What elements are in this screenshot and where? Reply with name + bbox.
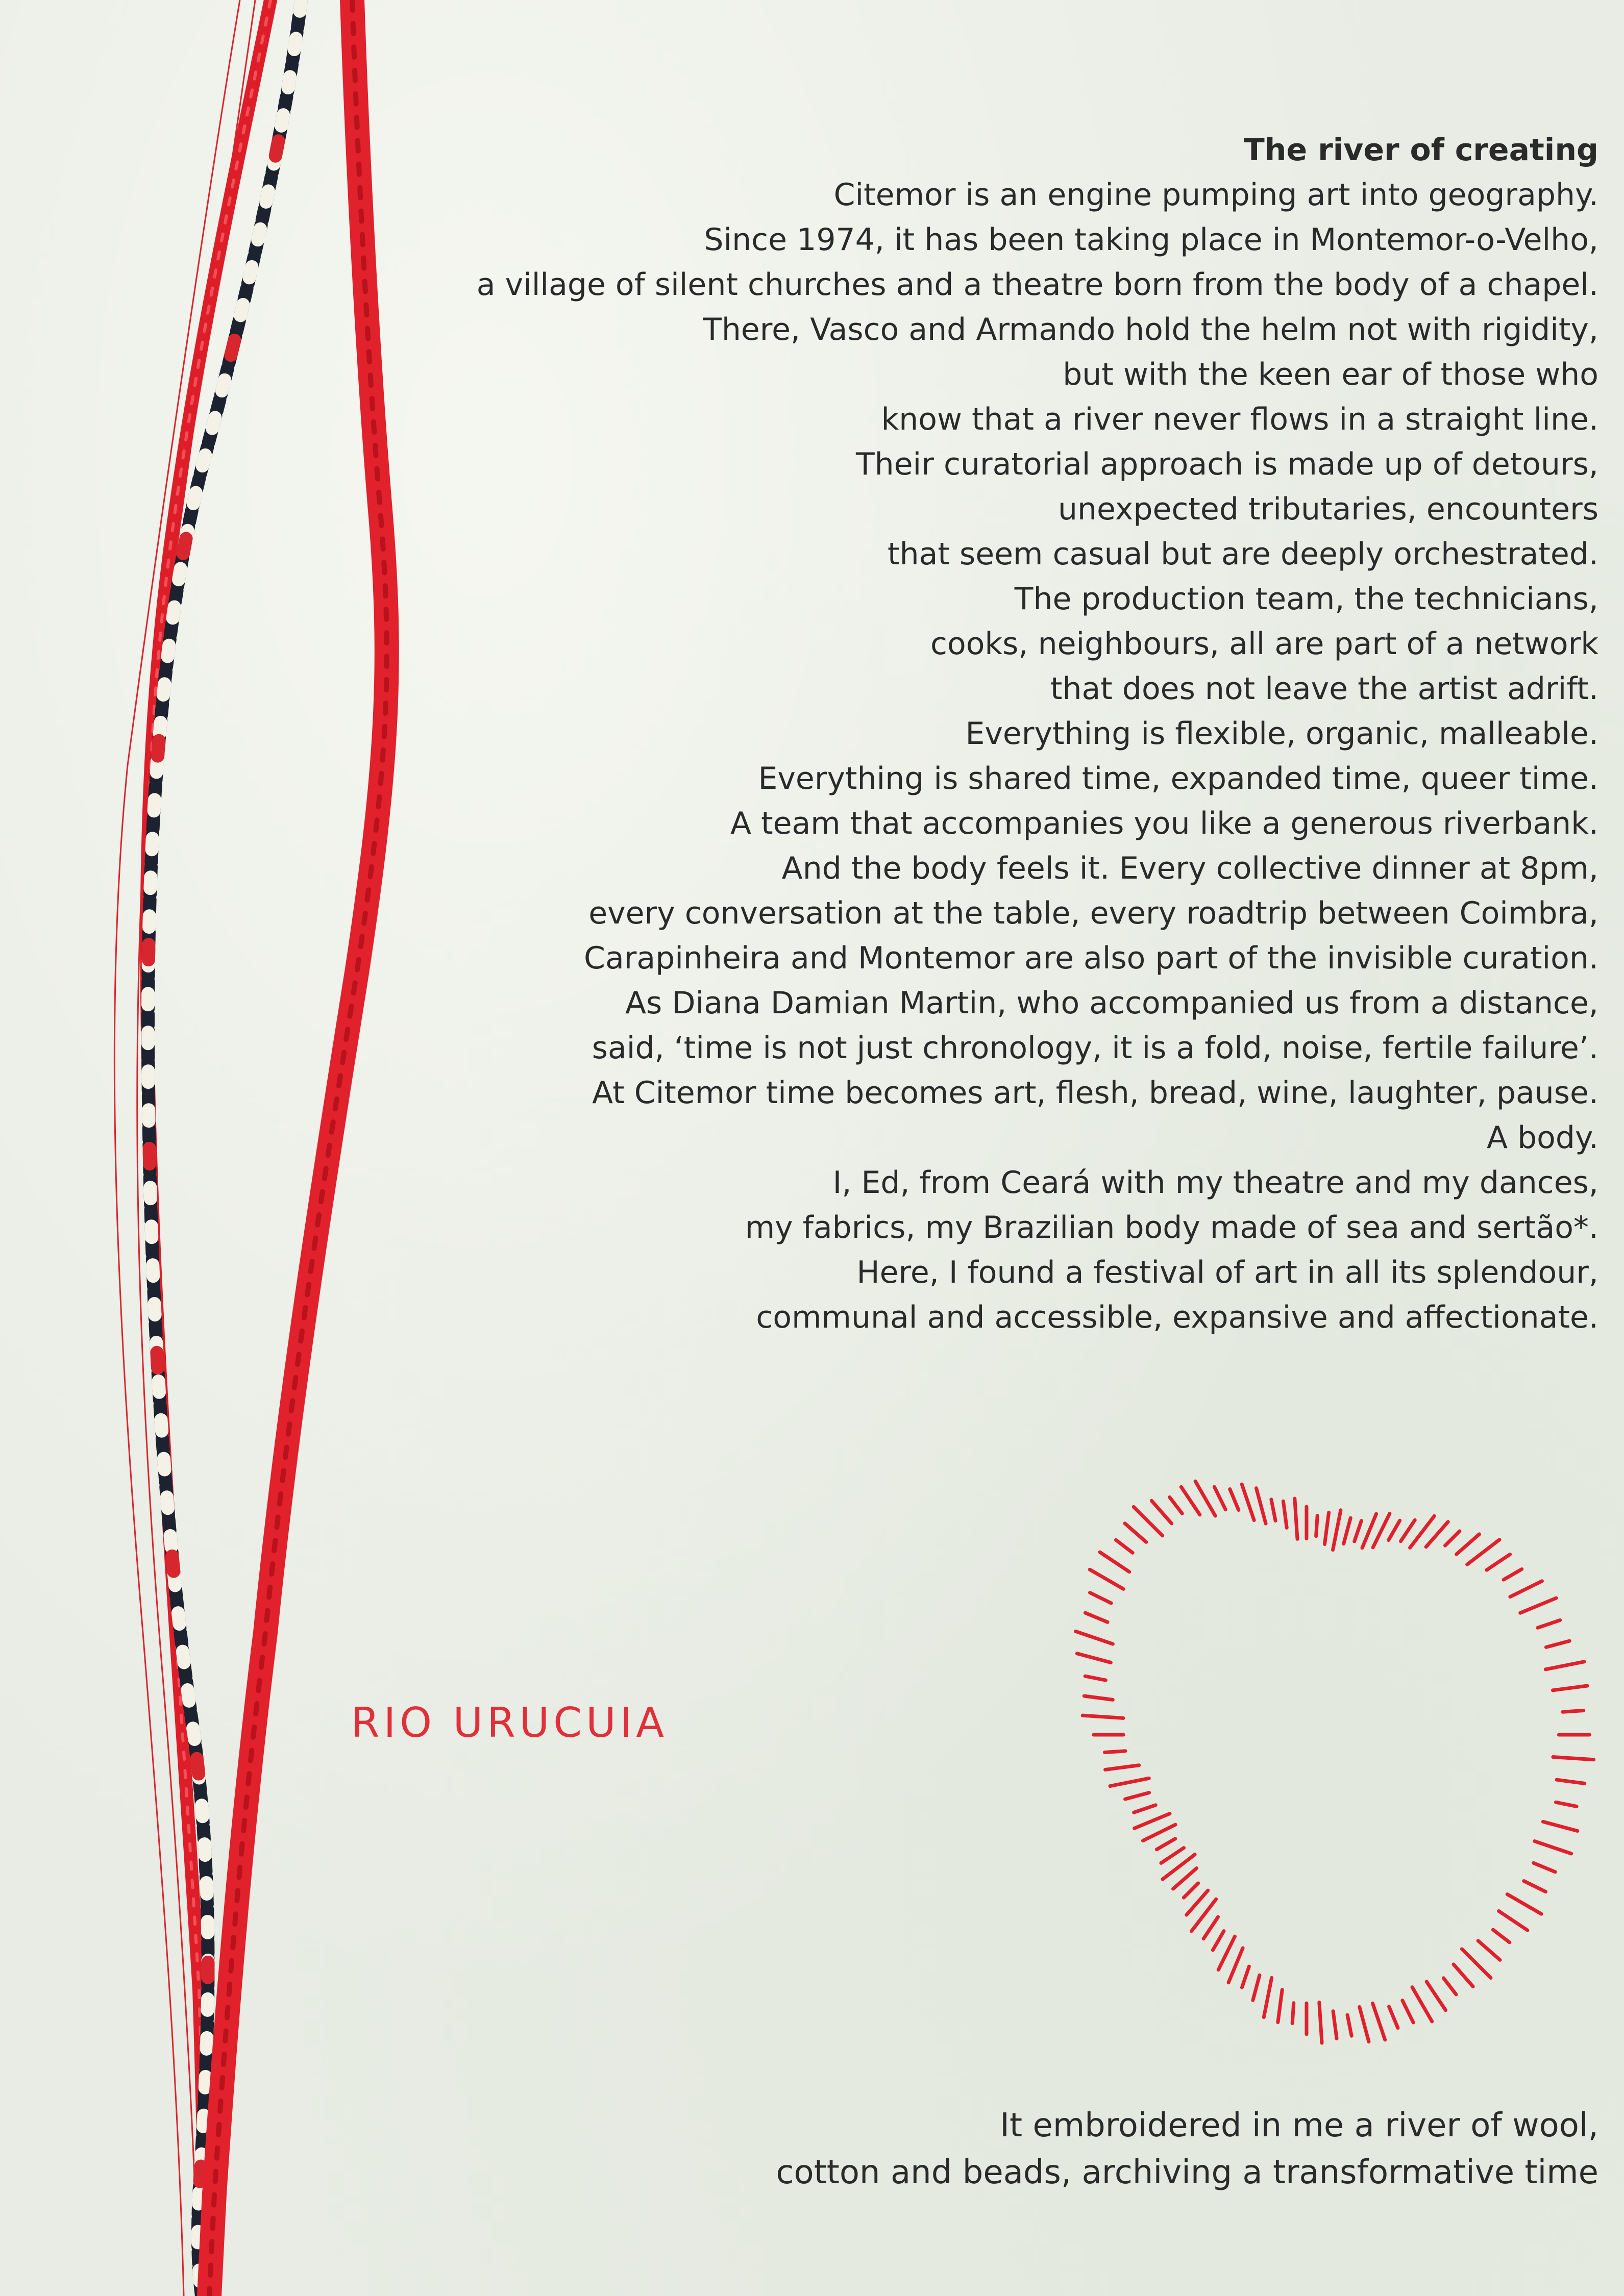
loop-stitch xyxy=(1553,1757,1594,1760)
poem-line: Since 1974, it has been taking place in Montemor-o-Velho, xyxy=(704,222,1598,258)
loop-stitch xyxy=(1412,1987,1432,2022)
poem-line: every conversation at the table, every roadtrip between Coimbra, xyxy=(588,895,1598,931)
loop-stitch xyxy=(1498,1911,1527,1931)
loop-stitch xyxy=(1228,1948,1243,1983)
loop-stitch xyxy=(1355,1521,1362,1541)
loop-stitch xyxy=(1100,1552,1129,1572)
loop-stitch xyxy=(1181,1487,1199,1515)
loop-stitch xyxy=(1445,1531,1460,1545)
loop-stitch xyxy=(1271,1500,1275,1521)
poem-line: Their curatorial approach is made up of detours, xyxy=(855,446,1598,482)
loop-stitch xyxy=(1110,1778,1149,1786)
loop-stitch xyxy=(1389,1520,1400,1540)
loop-stitch xyxy=(1319,2002,1322,2043)
loop-stitch xyxy=(1213,1931,1224,1950)
loop-stitch xyxy=(1457,1534,1480,1554)
poem-line: my fabrics, my Brazilian body made of sea and sertão*. xyxy=(745,1210,1598,1245)
poem-line: As Diana Damian Martin, who accompanied us from a distance, xyxy=(625,985,1598,1021)
loop-stitch xyxy=(1333,1510,1341,1550)
poem-line: Here, I found a festival of art in all its splendour, xyxy=(856,1255,1598,1290)
loop-stitch xyxy=(1090,1593,1112,1604)
loop-stitch xyxy=(1545,1662,1584,1669)
loop-stitch xyxy=(1253,1975,1260,2000)
loop-stitch xyxy=(1292,2003,1294,2024)
loop-stitch xyxy=(1082,1715,1123,1718)
poem-line: And the body feels it. Every collective dinner at 8pm, xyxy=(781,851,1598,886)
loop-stitch xyxy=(1543,1821,1578,1831)
loop-stitch xyxy=(1085,1613,1108,1622)
loop-stitch xyxy=(1426,1522,1448,1547)
loop-stitch xyxy=(1203,1917,1218,1939)
loop-stitch xyxy=(1105,1751,1125,1753)
loop-stitch xyxy=(1077,1654,1111,1663)
embroidered-label: RIO URUCUIA xyxy=(351,1699,669,1746)
poem-line: At Citemor time becomes art, flesh, bread, wine, laughter, pause. xyxy=(592,1075,1598,1111)
loop-stitch xyxy=(1538,1620,1560,1628)
loop-stitch xyxy=(1557,1780,1584,1783)
loop-stitch xyxy=(1402,2001,1413,2023)
loop-stitch xyxy=(1085,1676,1105,1680)
loop-stitch xyxy=(1256,1488,1266,1524)
loop-stitch xyxy=(1278,1990,1282,2023)
poem-line: I, Ed, from Ceará with my theatre and my dances, xyxy=(832,1165,1598,1201)
loop-stitch xyxy=(1347,2015,1351,2036)
loop-stitch xyxy=(1563,1711,1584,1712)
poem-block xyxy=(425,128,1598,1340)
loop-stitch xyxy=(1135,1814,1170,1829)
loop-stitch xyxy=(1105,1765,1139,1770)
poem-line: that does not leave the artist adrift. xyxy=(1050,671,1598,707)
loop-stitch xyxy=(1401,1520,1415,1541)
loop-stitch xyxy=(1344,1518,1351,1544)
loop-stitch xyxy=(1242,1484,1254,1520)
poem-line: There, Vasco and Armando hold the helm not with rigidity, xyxy=(703,312,1598,347)
poem-line: communal and accessible, expansive and affectionate. xyxy=(756,1300,1598,1335)
loop-stitch xyxy=(1556,1802,1577,1806)
loop-stitch xyxy=(1360,2007,1369,2041)
loop-stitches xyxy=(1076,1481,1594,2043)
loop-stitch xyxy=(1524,1881,1546,1892)
loop-stitch xyxy=(1316,1516,1318,1536)
poem-line: Everything is shared time, expanded time, queer time. xyxy=(758,761,1598,796)
loop-stitch xyxy=(1170,1497,1182,1513)
loop-stitch xyxy=(1510,1581,1542,1597)
poem-line: The production team, the technicians, xyxy=(1014,581,1598,617)
loop-stitch xyxy=(1157,1839,1175,1850)
loop-stitch xyxy=(1134,1507,1162,1535)
poem-line: said, ‘time is not just chronology, it is a fold, noise, fertile failure’. xyxy=(592,1030,1598,1066)
poem-title: The river of creating xyxy=(1243,132,1598,168)
poem-line: Carapinheira and Montemor are also part of the invisible curation. xyxy=(584,940,1598,976)
poem-line: a village of silent churches and a theatre born from the body of a chapel. xyxy=(476,267,1598,303)
loop-stitch xyxy=(1389,2007,1398,2028)
loop-stitch xyxy=(1324,1512,1328,1544)
loop-stitch xyxy=(1534,1863,1556,1872)
loop-stitch xyxy=(1535,1841,1571,1854)
loop-stitch xyxy=(1454,1964,1473,1986)
loop-stitch xyxy=(1467,1540,1499,1565)
loop-stitch xyxy=(1462,1949,1491,1978)
loop-stitch xyxy=(1520,1598,1556,1613)
loop-stitch xyxy=(1116,1540,1133,1553)
loop-stitch xyxy=(1143,1825,1175,1840)
closing-block xyxy=(578,2102,1598,2196)
loop-stitch xyxy=(1242,1966,1249,1987)
loop-stitch xyxy=(1426,1982,1445,2010)
poem-line: but with the keen ear of those who xyxy=(1063,357,1598,392)
loop-stitch xyxy=(1487,1554,1510,1570)
loop-stitch xyxy=(1214,1487,1225,1510)
poem-line: unexpected tributaries, encounters xyxy=(1058,491,1598,527)
loop-stitch xyxy=(1218,1936,1235,1969)
loop-stitch xyxy=(1264,1978,1271,2017)
poem-line: Citemor is an engine pumping art into geography. xyxy=(833,177,1598,213)
loop-stitch xyxy=(1443,1978,1456,1994)
loop-stitch xyxy=(1173,1868,1196,1889)
poem-line: that seem casual but are deeply orchestrated. xyxy=(888,536,1598,572)
loop-stitch xyxy=(1493,1930,1509,1942)
loop-stitch xyxy=(1507,1894,1541,1914)
poem-line: know that a river never flows in a straight line. xyxy=(881,402,1598,437)
loop-stitch xyxy=(1372,2003,1385,2039)
poem-line: cooks, neighbours, all are part of a network xyxy=(930,626,1598,662)
loop-stitch xyxy=(1151,1501,1171,1524)
loop-stitch xyxy=(1084,1696,1113,1700)
loop-stitch xyxy=(1090,1569,1123,1589)
closing-line-1: It embroidered in me a river of wool, xyxy=(1000,2107,1598,2144)
loop-stitch xyxy=(1076,1631,1113,1644)
stitched-loop xyxy=(1021,1367,1603,2082)
closing-line-2: cotton and beads, archiving a transformative time xyxy=(776,2154,1598,2191)
loop-stitch xyxy=(1125,1793,1149,1800)
loop-stitch xyxy=(1333,2011,1337,2039)
poem-line: A team that accompanies you like a generous riverbank. xyxy=(730,806,1598,841)
loop-stitch xyxy=(1553,1686,1587,1690)
loop-stitch xyxy=(1161,1848,1184,1863)
loop-stitch xyxy=(1295,1499,1297,1539)
loop-stitch xyxy=(1546,1641,1569,1647)
poem-line: Everything is flexible, organic, malleable. xyxy=(965,716,1598,752)
loop-stitch xyxy=(1125,1524,1146,1542)
loop-stitch xyxy=(1478,1941,1500,1960)
loop-stitch xyxy=(1283,1501,1287,1528)
loop-stitch xyxy=(1134,1805,1156,1812)
poem-line: A body. xyxy=(1486,1120,1598,1156)
loop-stitch xyxy=(1184,1883,1198,1898)
loop-stitch xyxy=(1230,1489,1239,1510)
loop-stitch xyxy=(1504,1569,1522,1580)
